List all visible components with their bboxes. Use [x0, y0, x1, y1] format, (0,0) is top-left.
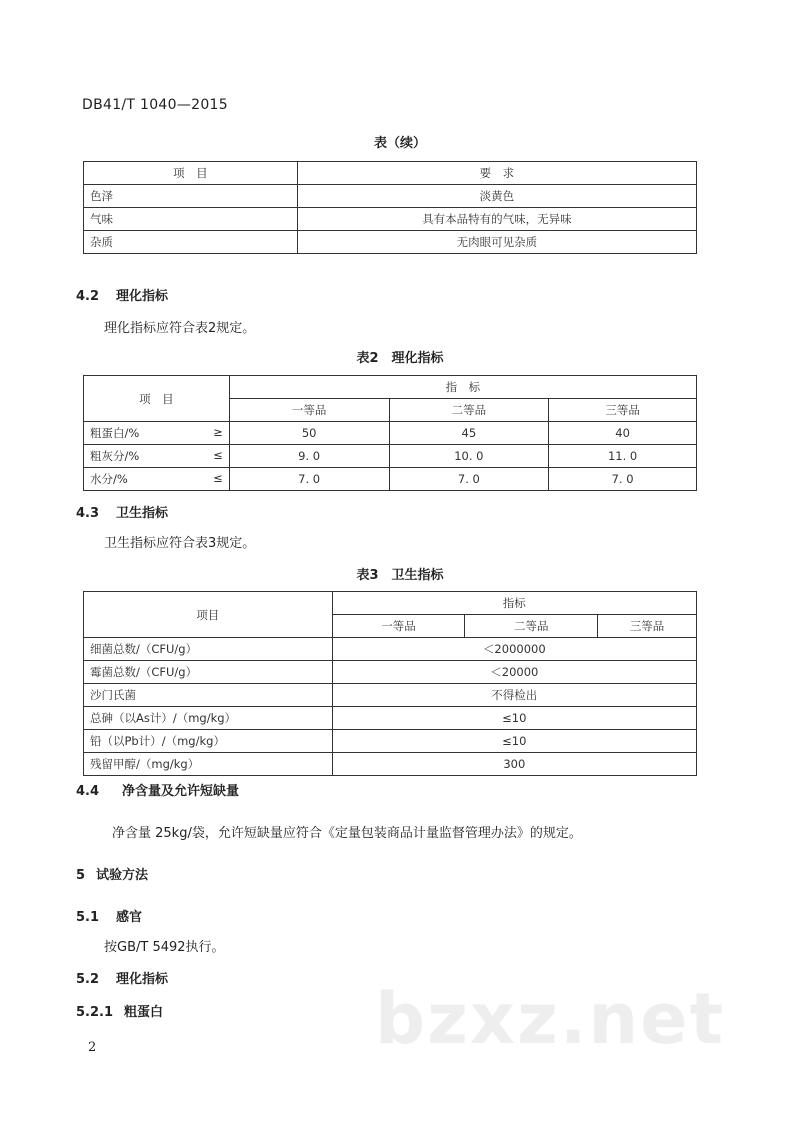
table-row	[84, 707, 697, 730]
section-title: 感官	[116, 910, 143, 925]
row-label: 水分/%	[90, 472, 128, 486]
table-cell: 具有本品特有的气味，无异味	[297, 208, 696, 231]
table-cell: ＜2000000	[332, 638, 696, 661]
table-cell: 杂质	[84, 231, 298, 254]
table-cell: ≤10	[332, 730, 696, 753]
comparison-sign: ≤	[213, 471, 223, 485]
table3	[83, 591, 697, 776]
table-cell: 沙门氏菌	[84, 684, 333, 707]
section-4-2-heading	[76, 285, 168, 304]
table2	[83, 375, 697, 491]
document-code: DB41/T 1040—2015	[82, 97, 228, 113]
section-5-1-text: 按GB/T 5492执行。	[104, 940, 225, 955]
table-row	[84, 592, 697, 615]
section-title: 理化指标	[116, 972, 169, 987]
row-label: 粗灰分/%	[90, 449, 140, 463]
table-cell: ≤10	[332, 707, 696, 730]
table1-header-requirement: 要 求	[297, 162, 696, 185]
row-label: 粗蛋白/%	[90, 426, 140, 440]
section-5-2-heading	[76, 968, 168, 987]
table-cell: 9. 0	[229, 445, 389, 468]
table2-grade-3: 三等品	[549, 399, 697, 422]
table-cell: 40	[549, 422, 697, 445]
table-row	[84, 445, 697, 468]
table2-header-item: 项 目	[84, 376, 230, 422]
section-4-3-text: 卫生指标应符合表3规定。	[104, 536, 256, 551]
table-row	[84, 208, 697, 231]
table-cell: 气味	[84, 208, 298, 231]
table-row	[84, 684, 697, 707]
comparison-sign: ≥	[213, 425, 223, 439]
table3-caption: 表3 卫生指标	[356, 568, 444, 583]
table-cell	[84, 445, 230, 468]
section-number: 4.4	[76, 784, 100, 799]
table2-grade-2: 二等品	[389, 399, 549, 422]
table-cell: 10. 0	[389, 445, 549, 468]
table-cell: 色泽	[84, 185, 298, 208]
section-title: 理化指标	[116, 289, 169, 304]
section-title: 试验方法	[96, 868, 149, 883]
table-cell: 细菌总数/（CFU/g）	[84, 638, 333, 661]
table-row	[84, 468, 697, 491]
table-cell: 总砷（以As计）/（mg/kg）	[84, 707, 333, 730]
table-cell: 7. 0	[229, 468, 389, 491]
table-row	[84, 162, 697, 185]
section-5-heading	[76, 864, 148, 883]
section-5-1-heading	[76, 906, 142, 925]
table-cell: 11. 0	[549, 445, 697, 468]
table-row	[84, 231, 697, 254]
section-number: 4.2	[76, 289, 100, 304]
table-cell: 无肉眼可见杂质	[297, 231, 696, 254]
section-number: 5.2	[76, 972, 100, 987]
section-4-4-heading	[76, 780, 239, 799]
table-cell: 残留甲醇/（mg/kg）	[84, 753, 333, 776]
section-number: 5	[76, 868, 86, 883]
table3-grade-2: 二等品	[465, 615, 598, 638]
table-row	[84, 185, 697, 208]
table-row	[84, 422, 697, 445]
table3-grade-3: 三等品	[598, 615, 697, 638]
table-cell: 淡黄色	[297, 185, 696, 208]
table3-header-index: 指标	[332, 592, 696, 615]
section-4-4-text: 净含量 25kg/袋，允许短缺量应符合《定量包装商品计量监督管理办法》的规定。	[112, 826, 582, 841]
table-cell: 7. 0	[549, 468, 697, 491]
table-cell: 7. 0	[389, 468, 549, 491]
section-title: 净含量及允许短缺量	[122, 784, 240, 799]
table-row	[84, 638, 697, 661]
table-row	[84, 376, 697, 399]
table2-grade-1: 一等品	[229, 399, 389, 422]
table-cell	[84, 422, 230, 445]
section-number: 5.2.1	[76, 1005, 114, 1020]
table-cell: 45	[389, 422, 549, 445]
table-cell	[84, 468, 230, 491]
table-cell: ＜20000	[332, 661, 696, 684]
table-row	[84, 753, 697, 776]
table1-caption: 表（续）	[373, 136, 426, 151]
section-number: 5.1	[76, 910, 100, 925]
page-number: 2	[88, 1040, 97, 1055]
table1	[83, 161, 697, 254]
table-cell: 50	[229, 422, 389, 445]
comparison-sign: ≤	[213, 448, 223, 462]
table3-grade-1: 一等品	[332, 615, 465, 638]
section-4-2-text: 理化指标应符合表2规定。	[104, 321, 256, 336]
table-cell: 不得检出	[332, 684, 696, 707]
section-title: 卫生指标	[116, 506, 169, 521]
table-cell: 铅（以Pb计）/（mg/kg）	[84, 730, 333, 753]
table3-header-item: 项目	[84, 592, 333, 638]
table-cell: 霉菌总数/（CFU/g）	[84, 661, 333, 684]
section-title: 粗蛋白	[124, 1005, 164, 1020]
table-row	[84, 730, 697, 753]
table1-header-item: 项 目	[84, 162, 298, 185]
section-4-3-heading	[76, 502, 168, 521]
watermark: bzxz.net	[375, 978, 726, 1060]
table2-header-index: 指 标	[229, 376, 696, 399]
section-number: 4.3	[76, 506, 100, 521]
table-row	[84, 661, 697, 684]
section-5-2-1-heading	[76, 1001, 163, 1020]
table2-caption: 表2 理化指标	[356, 351, 444, 366]
table-cell: 300	[332, 753, 696, 776]
